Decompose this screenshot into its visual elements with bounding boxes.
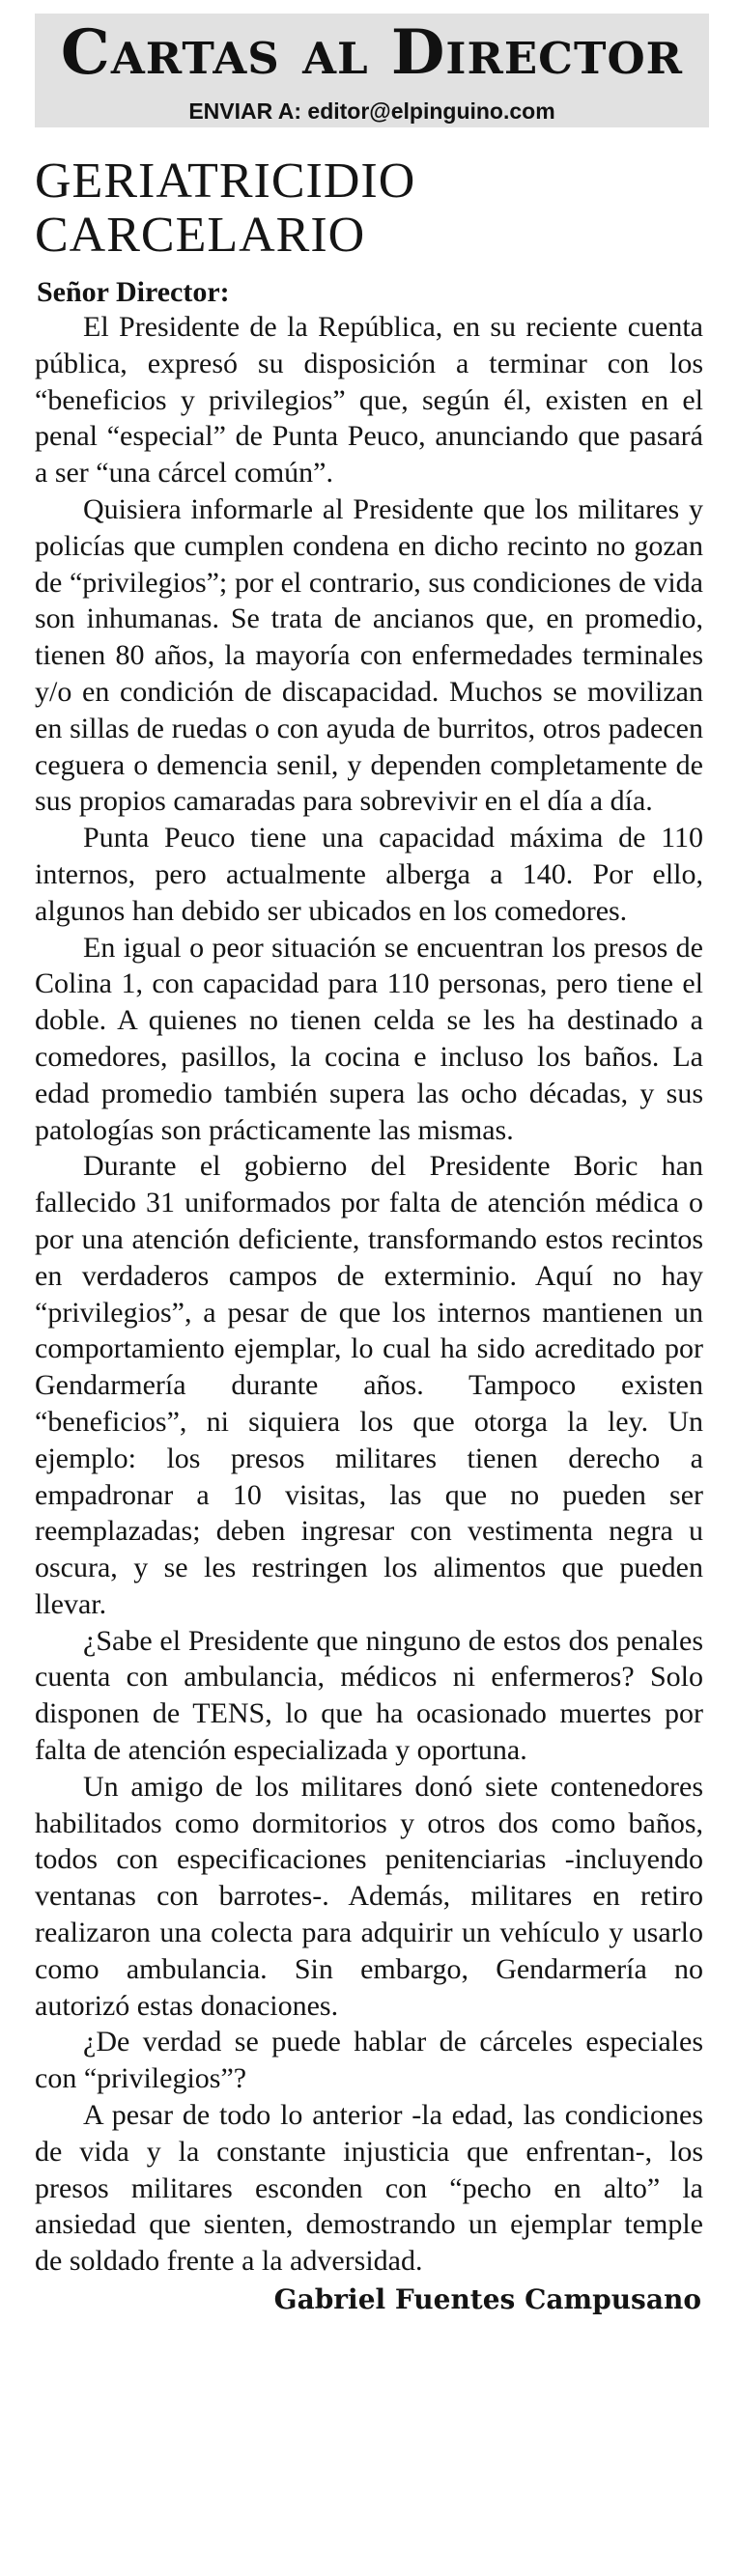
letter-paragraph: En igual o peor situación se encuentran los presos de Colina 1, con capacidad para 110 personas, pero tiene el doble. A quienes no tienen celda se les ha destinado a comedores, pasillos, la cocina e incluso los baños. La edad promedio también supera las ocho décadas, y sus patologías son prácticamente las mismas. [35,931,703,1146]
letter-salutation: Señor Director: [37,276,230,308]
letter-paragraph: A pesar de todo lo anterior -la edad, las condiciones de vida y la constante injusticia que enfrentan-, los presos militares esconden con “pecho en alto” la ansiedad que sienten, demostrando un ejemplar temple de soldado frente a la adversidad. [35,2099,703,2278]
letter-paragraph: Durante el gobierno del Presidente Boric han fallecido 31 uniformados por falta de atención médica o por una atención deficiente, transformando estos recintos en verdaderos campos de exterminio. Aquí no hay “privilegios”, a pesar de que los internos mantienen un comportamiento ejemplar, lo cual ha sido acreditado por Gendarmería durante años. Tampoco existen “beneficios”, ni siquiera los que otorga la ley. Un ejemplo: los presos militares tienen derecho a empadronar a 10 visitas, las que no pueden ser reemplazadas; deben ingresar con vestimenta negra u oscura, y se les restringen los alimentos que pueden llevar. [35,1150,703,1620]
letter-paragraph: Punta Peuco tiene una capacidad máxima de 110 internos, pero actualmente alberga a 140. Por ello, algunos han debido ser ubicados en los comedores. [35,822,703,927]
article-title [35,154,703,263]
article-title-line-2: CARCELARIO [35,208,366,263]
letter-paragraph: El Presidente de la República, en su reciente cuenta pública, expresó su disposición a terminar con los “beneficios y privilegios” que, según él, existen en el penal “especial” de Punta Peuco, anunciando que pasará a ser “una cárcel común”. [35,311,703,490]
letter-signature: Gabriel Fuentes Campusano [273,2283,701,2316]
letter-paragraph: Quisiera informarle al Presidente que los militares y policías que cumplen condena en dicho recinto no gozan de “privilegios”; por el contrario, sus condiciones de vida son inhumanas. Se trata de ancianos que, en promedio, tienen 80 años, la mayoría con enfermedades terminales y/o en condición de discapacidad. Muchos se movilizan en sillas de ruedas o con ayuda de burritos, otros padecen ceguera o demencia senil, y dependen completamente de sus propios camaradas para sobrevivir en el día a día. [35,492,703,818]
letter-article [35,154,703,2316]
letter-paragraph: ¿Sabe el Presidente que ninguno de estos dos penales cuenta con ambulancia, médicos ni enfermeros? Solo disponen de TENS, lo que ha ocasionado muertes por falta de atención especializada y oportuna. [35,1624,703,1767]
letter-paragraph: Un amigo de los militares donó siete contenedores habilitados como dormitorios y otros dos como baños, todos con especificaciones penitenciarias -incluyendo ventanas con barrotes-. Además, militares en retiro realizaron una colecta para adquirir un vehículo y usarlo como ambulancia. Sin embargo, Gendarmería no autorizó estas donaciones. [35,1770,703,2022]
letter-paragraph: ¿De verdad se puede hablar de cárceles especiales con “privilegios”? [35,2026,703,2095]
section-title: Cartas al Director [60,16,684,89]
letter-body [35,309,703,2280]
submission-email-line: ENVIAR A: editor@elpinguino.com [188,98,555,124]
article-title-line-1: GERIATRICIDIO [35,154,416,209]
